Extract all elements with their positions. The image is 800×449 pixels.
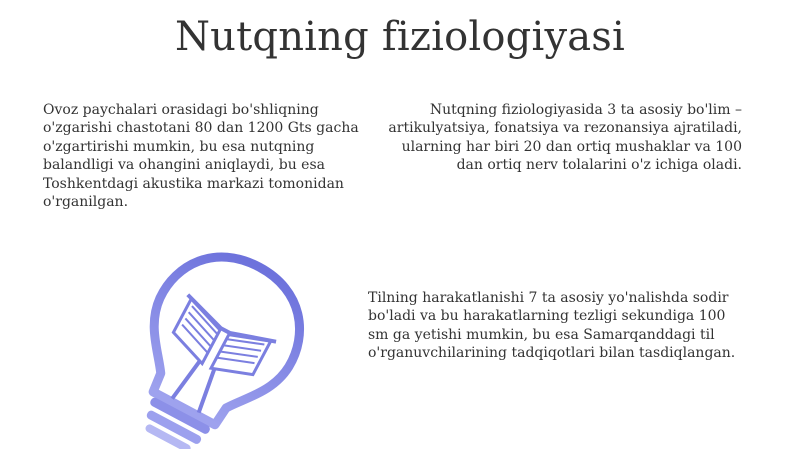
paragraph-speech-physiology-sections: Nutqning fiziologiyasida 3 ta asosiy bo'lim – artikulyatsiya, fonatsiya va rezonansiya ajratiladi, ularning har biri 20 dan ortiq mushaklar va 100 dan ortiq nerv tolalarini o'z ichiga oladi. <box>388 102 742 174</box>
slide-title: Nutqning fiziologiyasi <box>174 14 626 60</box>
paragraph-tongue-movement: Tilning harakatlanishi 7 ta asosiy yo'nalishda sodir bo'ladi va bu harakatlarning tezligi sekundiga 100 sm ga yetishi mumkin, bu esa Samarqanddagi til o'rganuvchilarining tadqiqotlari bilan tasdiqlangan. <box>368 290 736 362</box>
book-icon <box>162 295 276 390</box>
paragraph-vocal-folds: Ovoz paychalari orasidagi bo'shliqning o'zgarishi chastotani 80 dan 1200 Gts gacha o'zgartirishi mumkin, bu esa nutqning balandligi va ohangini aniqlaydi, bu esa Toshkentdagi akustika markazi tomonidan o'rganilgan. <box>43 102 359 211</box>
lightbulb-book-icon <box>78 240 328 449</box>
